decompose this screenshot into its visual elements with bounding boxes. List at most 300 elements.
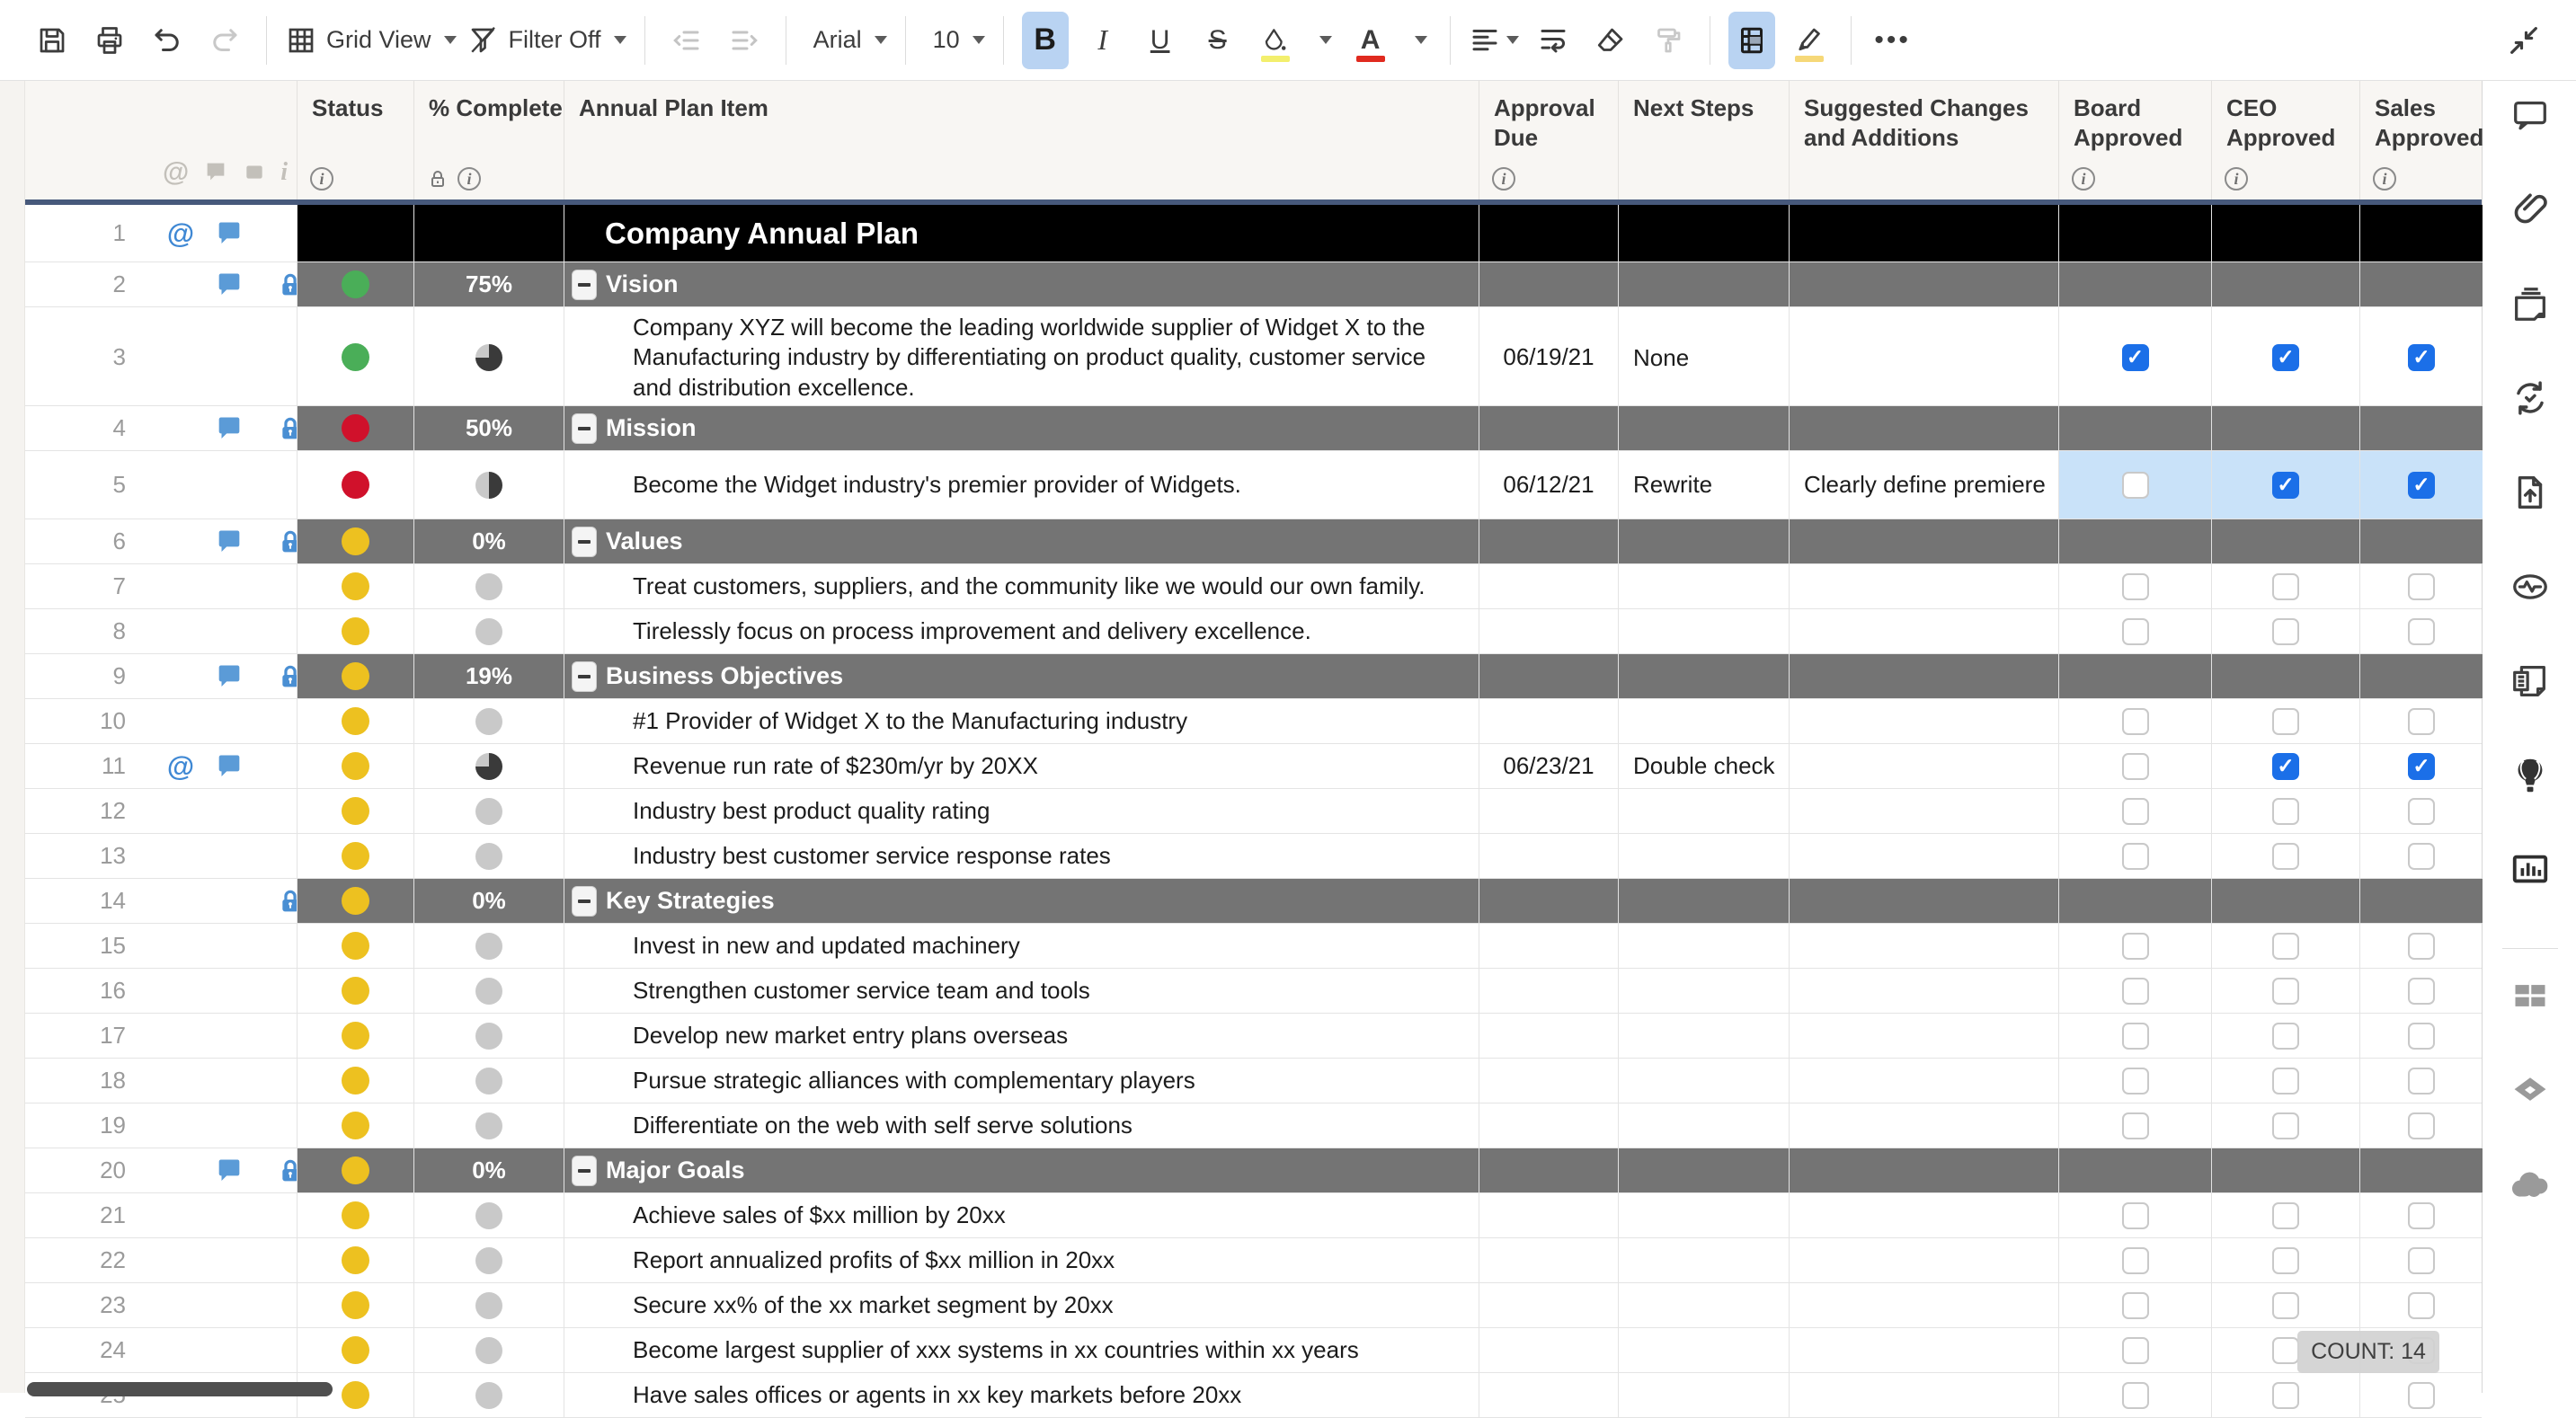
cell-board-approved[interactable] — [2058, 406, 2211, 450]
cell-status[interactable] — [297, 1148, 413, 1192]
attachments-icon[interactable] — [2509, 188, 2552, 231]
text-color-button[interactable] — [1347, 12, 1394, 69]
cell-approval-due[interactable] — [1479, 451, 1618, 518]
cell-status[interactable] — [297, 1283, 413, 1327]
collapse-minus-icon[interactable] — [572, 661, 597, 692]
row-comment-indicator[interactable] — [210, 523, 248, 561]
cell-board-approved[interactable] — [2058, 744, 2211, 788]
cell-percent-complete[interactable] — [413, 1283, 564, 1327]
cell-next-steps[interactable] — [1618, 609, 1789, 653]
row-number[interactable]: 17 — [100, 1022, 126, 1049]
sales-approved-checkbox[interactable] — [2408, 1068, 2435, 1095]
cell-approval-due[interactable] — [1479, 1148, 1618, 1192]
cell-percent-complete[interactable] — [413, 699, 564, 743]
row-number[interactable]: 19 — [100, 1112, 126, 1139]
cell-ceo-approved[interactable] — [2211, 307, 2359, 408]
cell-status[interactable] — [297, 969, 413, 1013]
cell-sales-approved[interactable] — [2359, 205, 2483, 261]
sales-approved-checkbox[interactable] — [2408, 1023, 2435, 1050]
cell-board-approved[interactable] — [2058, 451, 2211, 518]
cell-approval-due[interactable] — [1479, 609, 1618, 653]
cell-status[interactable] — [297, 205, 413, 261]
cell-sales-approved[interactable] — [2359, 307, 2483, 408]
cell-approval-due[interactable] — [1479, 1059, 1618, 1103]
ceo-approved-checkbox[interactable] — [2272, 472, 2299, 499]
row-comment-indicator[interactable] — [210, 266, 248, 304]
cell-sales-approved[interactable] — [2359, 406, 2483, 450]
cell-status[interactable] — [297, 654, 413, 698]
collapse-minus-icon[interactable] — [572, 886, 597, 917]
cell-approval-due[interactable] — [1479, 1014, 1618, 1058]
cell-next-steps[interactable] — [1618, 834, 1789, 878]
cell-suggested-changes[interactable] — [1789, 924, 2058, 968]
board-approved-checkbox[interactable] — [2122, 618, 2149, 645]
cell-next-steps[interactable] — [1618, 307, 1789, 408]
info-icon[interactable] — [2373, 167, 2396, 191]
cell-suggested-changes[interactable] — [1789, 654, 2058, 698]
cell-suggested-changes[interactable] — [1789, 609, 2058, 653]
cell-next-steps[interactable] — [1618, 789, 1789, 833]
row-number[interactable]: 9 — [112, 662, 126, 689]
board-approved-checkbox[interactable] — [2122, 472, 2149, 499]
cell-next-steps[interactable] — [1618, 1283, 1789, 1327]
cell-suggested-changes[interactable] — [1789, 1059, 2058, 1103]
cell-ceo-approved[interactable] — [2211, 879, 2359, 923]
cell-annual-plan-item[interactable] — [564, 564, 1479, 608]
collapse-toolbar-button[interactable] — [2500, 12, 2547, 69]
cell-suggested-changes[interactable] — [1789, 564, 2058, 608]
ceo-approved-checkbox[interactable] — [2272, 1068, 2299, 1095]
cell-annual-plan-item[interactable] — [564, 789, 1479, 833]
cell-annual-plan-item[interactable] — [564, 1014, 1479, 1058]
ceo-approved-checkbox[interactable] — [2272, 798, 2299, 825]
cell-sales-approved[interactable] — [2359, 1283, 2483, 1327]
row-number[interactable]: 15 — [100, 932, 126, 959]
cell-annual-plan-item[interactable] — [564, 1238, 1479, 1282]
cell-approval-due[interactable] — [1479, 969, 1618, 1013]
sales-approved-checkbox[interactable] — [2408, 1112, 2435, 1139]
cell-suggested-changes[interactable] — [1789, 699, 2058, 743]
cell-next-steps[interactable] — [1618, 969, 1789, 1013]
sales-approved-checkbox[interactable] — [2408, 843, 2435, 870]
cell-suggested-changes[interactable] — [1789, 519, 2058, 563]
font-size-select[interactable] — [924, 12, 985, 69]
cell-sales-approved[interactable] — [2359, 969, 2483, 1013]
cell-percent-complete[interactable] — [413, 969, 564, 1013]
cell-annual-plan-item[interactable] — [564, 1059, 1479, 1103]
column-header-board-approved[interactable] — [2058, 81, 2211, 199]
cell-board-approved[interactable] — [2058, 654, 2211, 698]
ceo-approved-checkbox[interactable] — [2272, 708, 2299, 735]
cell-annual-plan-item[interactable] — [564, 262, 1479, 306]
cell-annual-plan-item[interactable] — [564, 924, 1479, 968]
gutter-header[interactable] — [25, 81, 297, 199]
sales-approved-checkbox[interactable] — [2408, 978, 2435, 1005]
cell-approval-due[interactable] — [1479, 1193, 1618, 1237]
cell-approval-due[interactable] — [1479, 879, 1618, 923]
cell-next-steps[interactable] — [1618, 1148, 1789, 1192]
column-header-ceo-approved[interactable] — [2211, 81, 2359, 199]
cell-suggested-changes[interactable] — [1789, 1193, 2058, 1237]
row-comment-indicator[interactable] — [210, 215, 248, 253]
cell-next-steps[interactable] — [1618, 451, 1789, 518]
cell-sales-approved[interactable] — [2359, 789, 2483, 833]
cell-ceo-approved[interactable] — [2211, 205, 2359, 261]
board-approved-checkbox[interactable] — [2122, 978, 2149, 1005]
cell-board-approved[interactable] — [2058, 924, 2211, 968]
conversations-icon[interactable] — [2509, 93, 2552, 137]
cell-next-steps[interactable] — [1618, 205, 1789, 261]
cell-status[interactable] — [297, 1238, 413, 1282]
wrap-text-button[interactable] — [1530, 12, 1577, 69]
sales-approved-checkbox[interactable] — [2408, 1202, 2435, 1229]
row-number[interactable]: 12 — [100, 797, 126, 824]
cell-sales-approved[interactable] — [2359, 1148, 2483, 1192]
cell-ceo-approved[interactable] — [2211, 924, 2359, 968]
cell-ceo-approved[interactable] — [2211, 406, 2359, 450]
cell-percent-complete[interactable] — [413, 1059, 564, 1103]
ceo-approved-checkbox[interactable] — [2272, 1337, 2299, 1364]
row-comment-indicator[interactable] — [210, 1152, 248, 1190]
sales-approved-checkbox[interactable] — [2408, 344, 2435, 371]
collapse-minus-icon[interactable] — [572, 413, 597, 444]
row-number[interactable]: 4 — [112, 414, 126, 441]
text-color-dropdown[interactable] — [1405, 12, 1432, 69]
activity-log-icon[interactable] — [2509, 565, 2552, 608]
cell-board-approved[interactable] — [2058, 969, 2211, 1013]
cell-next-steps[interactable] — [1618, 1193, 1789, 1237]
cell-next-steps[interactable] — [1618, 1059, 1789, 1103]
board-approved-checkbox[interactable] — [2122, 1337, 2149, 1364]
cell-approval-due[interactable] — [1479, 789, 1618, 833]
cell-board-approved[interactable] — [2058, 834, 2211, 878]
cell-suggested-changes[interactable] — [1789, 451, 2058, 518]
cell-percent-complete[interactable] — [413, 789, 564, 833]
cell-next-steps[interactable] — [1618, 564, 1789, 608]
cell-status[interactable] — [297, 1193, 413, 1237]
cell-approval-due[interactable] — [1479, 1103, 1618, 1148]
cell-suggested-changes[interactable] — [1789, 262, 2058, 306]
cell-status[interactable] — [297, 262, 413, 306]
cell-suggested-changes[interactable] — [1789, 1328, 2058, 1372]
row-number[interactable]: 22 — [100, 1246, 126, 1273]
cell-next-steps[interactable] — [1618, 1014, 1789, 1058]
row-number[interactable]: 24 — [100, 1336, 126, 1363]
cell-approval-due[interactable] — [1479, 406, 1618, 450]
cell-status[interactable] — [297, 519, 413, 563]
ceo-approved-checkbox[interactable] — [2272, 1247, 2299, 1274]
cell-annual-plan-item[interactable] — [564, 609, 1479, 653]
ceo-approved-checkbox[interactable] — [2272, 933, 2299, 960]
cell-ceo-approved[interactable] — [2211, 834, 2359, 878]
cell-board-approved[interactable] — [2058, 1014, 2211, 1058]
row-number[interactable]: 18 — [100, 1067, 126, 1094]
cell-percent-complete[interactable] — [413, 1328, 564, 1372]
board-approved-checkbox[interactable] — [2122, 1023, 2149, 1050]
cell-ceo-approved[interactable] — [2211, 744, 2359, 788]
cell-board-approved[interactable] — [2058, 699, 2211, 743]
cell-sales-approved[interactable] — [2359, 1238, 2483, 1282]
row-number[interactable]: 1 — [112, 219, 126, 246]
cell-percent-complete[interactable] — [413, 205, 564, 261]
cell-ceo-approved[interactable] — [2211, 519, 2359, 563]
row-comment-indicator[interactable] — [210, 410, 248, 448]
sales-approved-checkbox[interactable] — [2408, 618, 2435, 645]
row-number[interactable]: 7 — [112, 572, 126, 599]
cell-annual-plan-item[interactable] — [564, 406, 1479, 450]
cell-suggested-changes[interactable] — [1789, 1238, 2058, 1282]
update-requests-icon[interactable] — [2509, 377, 2552, 420]
view-switcher[interactable] — [285, 12, 457, 69]
board-approved-checkbox[interactable] — [2122, 843, 2149, 870]
sales-approved-checkbox[interactable] — [2408, 472, 2435, 499]
cell-suggested-changes[interactable] — [1789, 1373, 2058, 1417]
cell-ceo-approved[interactable] — [2211, 699, 2359, 743]
cell-suggested-changes[interactable] — [1789, 205, 2058, 261]
cell-board-approved[interactable] — [2058, 1148, 2211, 1192]
cell-approval-due[interactable] — [1479, 519, 1618, 563]
row-number[interactable]: 10 — [100, 707, 126, 734]
cell-annual-plan-item[interactable] — [564, 1193, 1479, 1237]
cell-percent-complete[interactable] — [413, 1148, 564, 1192]
cell-next-steps[interactable] — [1618, 879, 1789, 923]
cell-sales-approved[interactable] — [2359, 1373, 2483, 1417]
cell-annual-plan-item[interactable] — [564, 1328, 1479, 1372]
cell-board-approved[interactable] — [2058, 564, 2211, 608]
undo-button[interactable] — [144, 12, 191, 69]
proofs-icon[interactable] — [2509, 282, 2552, 325]
ceo-approved-checkbox[interactable] — [2272, 978, 2299, 1005]
fill-color-dropdown[interactable] — [1310, 12, 1337, 69]
cell-status[interactable] — [297, 1103, 413, 1148]
cell-ceo-approved[interactable] — [2211, 1373, 2359, 1417]
cell-board-approved[interactable] — [2058, 1238, 2211, 1282]
cell-percent-complete[interactable] — [413, 1373, 564, 1417]
ceo-approved-checkbox[interactable] — [2272, 1202, 2299, 1229]
board-approved-checkbox[interactable] — [2122, 573, 2149, 600]
info-icon[interactable] — [310, 167, 333, 191]
cell-status[interactable] — [297, 564, 413, 608]
cell-suggested-changes[interactable] — [1789, 1014, 2058, 1058]
cell-suggested-changes[interactable] — [1789, 879, 2058, 923]
cell-approval-due[interactable] — [1479, 205, 1618, 261]
cell-suggested-changes[interactable] — [1789, 1103, 2058, 1148]
cell-status[interactable] — [297, 699, 413, 743]
board-approved-checkbox[interactable] — [2122, 1382, 2149, 1409]
ceo-approved-checkbox[interactable] — [2272, 573, 2299, 600]
info-icon[interactable] — [2225, 167, 2248, 191]
cell-annual-plan-item[interactable] — [564, 969, 1479, 1013]
cell-percent-complete[interactable] — [413, 519, 564, 563]
column-header-sales-approved[interactable] — [2359, 81, 2483, 199]
highlight-button[interactable] — [1786, 12, 1833, 69]
row-comment-indicator[interactable] — [210, 748, 248, 785]
format-painter-button[interactable] — [1645, 12, 1692, 69]
cell-annual-plan-item[interactable] — [564, 654, 1479, 698]
row-number[interactable]: 6 — [112, 527, 126, 554]
board-approved-checkbox[interactable] — [2122, 933, 2149, 960]
cell-percent-complete[interactable] — [413, 564, 564, 608]
collapse-minus-icon[interactable] — [572, 527, 597, 557]
cell-ceo-approved[interactable] — [2211, 262, 2359, 306]
cell-suggested-changes[interactable] — [1789, 744, 2058, 788]
cell-sales-approved[interactable] — [2359, 744, 2483, 788]
cell-next-steps[interactable] — [1618, 699, 1789, 743]
column-header-annual-plan-item[interactable] — [564, 81, 1479, 199]
cell-percent-complete[interactable] — [413, 879, 564, 923]
cell-ceo-approved[interactable] — [2211, 1193, 2359, 1237]
row-comment-indicator[interactable] — [210, 658, 248, 696]
align-button[interactable] — [1469, 12, 1519, 69]
cell-format-button[interactable] — [1728, 12, 1775, 69]
sales-approved-checkbox[interactable] — [2408, 1382, 2435, 1409]
apps-grid-icon[interactable] — [2509, 974, 2552, 1017]
cell-approval-due[interactable] — [1479, 834, 1618, 878]
cell-ceo-approved[interactable] — [2211, 1148, 2359, 1192]
filter-button[interactable] — [467, 12, 626, 69]
cell-percent-complete[interactable] — [413, 744, 564, 788]
board-approved-checkbox[interactable] — [2122, 708, 2149, 735]
cell-suggested-changes[interactable] — [1789, 307, 2058, 408]
cell-suggested-changes[interactable] — [1789, 406, 2058, 450]
cell-sales-approved[interactable] — [2359, 262, 2483, 306]
cell-annual-plan-item[interactable] — [564, 205, 1479, 261]
board-approved-checkbox[interactable] — [2122, 1292, 2149, 1319]
cell-ceo-approved[interactable] — [2211, 1014, 2359, 1058]
cell-approval-due[interactable] — [1479, 1328, 1618, 1372]
cell-annual-plan-item[interactable] — [564, 834, 1479, 878]
cell-suggested-changes[interactable] — [1789, 834, 2058, 878]
cell-approval-due[interactable] — [1479, 262, 1618, 306]
cell-percent-complete[interactable] — [413, 451, 564, 518]
cell-percent-complete[interactable] — [413, 1103, 564, 1148]
cell-board-approved[interactable] — [2058, 205, 2211, 261]
cell-next-steps[interactable] — [1618, 1103, 1789, 1148]
cell-sales-approved[interactable] — [2359, 834, 2483, 878]
cell-sales-approved[interactable] — [2359, 564, 2483, 608]
sales-approved-checkbox[interactable] — [2408, 753, 2435, 780]
cell-sales-approved[interactable] — [2359, 609, 2483, 653]
cell-annual-plan-item[interactable] — [564, 1103, 1479, 1148]
cell-percent-complete[interactable] — [413, 1193, 564, 1237]
cell-percent-complete[interactable] — [413, 654, 564, 698]
cell-sales-approved[interactable] — [2359, 1103, 2483, 1148]
indent-button[interactable] — [721, 12, 768, 69]
cell-ceo-approved[interactable] — [2211, 564, 2359, 608]
cell-status[interactable] — [297, 834, 413, 878]
cell-next-steps[interactable] — [1618, 519, 1789, 563]
redo-button[interactable] — [201, 12, 248, 69]
horizontal-scrollbar[interactable] — [27, 1382, 333, 1396]
board-approved-checkbox[interactable] — [2122, 1202, 2149, 1229]
row-email-indicator[interactable] — [162, 215, 200, 253]
sales-approved-checkbox[interactable] — [2408, 933, 2435, 960]
print-button[interactable] — [86, 12, 133, 69]
cell-status[interactable] — [297, 1014, 413, 1058]
font-family-select[interactable] — [804, 12, 887, 69]
cell-status[interactable] — [297, 744, 413, 788]
board-approved-checkbox[interactable] — [2122, 1112, 2149, 1139]
cell-percent-complete[interactable] — [413, 307, 564, 408]
cell-annual-plan-item[interactable] — [564, 519, 1479, 563]
ceo-approved-checkbox[interactable] — [2272, 344, 2299, 371]
cell-board-approved[interactable] — [2058, 609, 2211, 653]
cell-annual-plan-item[interactable] — [564, 1373, 1479, 1417]
cell-approval-due[interactable] — [1479, 654, 1618, 698]
cell-board-approved[interactable] — [2058, 879, 2211, 923]
cell-ceo-approved[interactable] — [2211, 1283, 2359, 1327]
sales-approved-checkbox[interactable] — [2408, 798, 2435, 825]
ceo-approved-checkbox[interactable] — [2272, 753, 2299, 780]
cell-suggested-changes[interactable] — [1789, 1148, 2058, 1192]
column-header-next-steps[interactable] — [1618, 81, 1789, 199]
cell-annual-plan-item[interactable] — [564, 1148, 1479, 1192]
board-approved-checkbox[interactable] — [2122, 344, 2149, 371]
cell-sales-approved[interactable] — [2359, 924, 2483, 968]
cell-status[interactable] — [297, 307, 413, 408]
publish-icon[interactable] — [2509, 471, 2552, 514]
row-number[interactable]: 16 — [100, 977, 126, 1004]
cell-next-steps[interactable] — [1618, 262, 1789, 306]
row-number[interactable]: 23 — [100, 1291, 126, 1318]
underline-button[interactable] — [1137, 12, 1184, 69]
cell-board-approved[interactable] — [2058, 1373, 2211, 1417]
cell-status[interactable] — [297, 609, 413, 653]
cell-annual-plan-item[interactable] — [564, 1283, 1479, 1327]
row-email-indicator[interactable] — [162, 748, 200, 785]
cell-ceo-approved[interactable] — [2211, 969, 2359, 1013]
cell-status[interactable] — [297, 1328, 413, 1372]
cell-percent-complete[interactable] — [413, 406, 564, 450]
ceo-approved-checkbox[interactable] — [2272, 1023, 2299, 1050]
cell-board-approved[interactable] — [2058, 307, 2211, 408]
column-header-pct-complete[interactable] — [413, 81, 564, 199]
cell-approval-due[interactable] — [1479, 699, 1618, 743]
chart-widget-icon[interactable] — [2509, 848, 2552, 891]
column-header-status[interactable] — [297, 81, 413, 199]
cell-next-steps[interactable] — [1618, 654, 1789, 698]
cell-board-approved[interactable] — [2058, 262, 2211, 306]
cell-next-steps[interactable] — [1618, 406, 1789, 450]
cell-board-approved[interactable] — [2058, 789, 2211, 833]
cell-ceo-approved[interactable] — [2211, 1059, 2359, 1103]
info-icon[interactable] — [2072, 167, 2095, 191]
integrations-diamond-icon[interactable] — [2509, 1068, 2552, 1112]
cell-status[interactable] — [297, 1059, 413, 1103]
board-approved-checkbox[interactable] — [2122, 1247, 2149, 1274]
row-number[interactable]: 13 — [100, 842, 126, 869]
board-approved-checkbox[interactable] — [2122, 1068, 2149, 1095]
column-header-approval-due[interactable] — [1479, 81, 1618, 199]
row-number[interactable]: 8 — [112, 617, 126, 644]
strikethrough-button[interactable] — [1195, 12, 1241, 69]
row-number[interactable]: 14 — [100, 887, 126, 914]
cell-percent-complete[interactable] — [413, 834, 564, 878]
cell-next-steps[interactable] — [1618, 924, 1789, 968]
cell-sales-approved[interactable] — [2359, 879, 2483, 923]
row-number[interactable]: 2 — [112, 270, 126, 297]
cell-status[interactable] — [297, 789, 413, 833]
fill-color-button[interactable] — [1252, 12, 1299, 69]
column-header-suggested-changes[interactable] — [1789, 81, 2058, 199]
cell-sales-approved[interactable] — [2359, 1014, 2483, 1058]
cell-sales-approved[interactable] — [2359, 519, 2483, 563]
cell-approval-due[interactable] — [1479, 1238, 1618, 1282]
cell-status[interactable] — [297, 406, 413, 450]
outdent-button[interactable] — [663, 12, 710, 69]
cell-annual-plan-item[interactable] — [564, 451, 1479, 518]
cell-next-steps[interactable] — [1618, 744, 1789, 788]
